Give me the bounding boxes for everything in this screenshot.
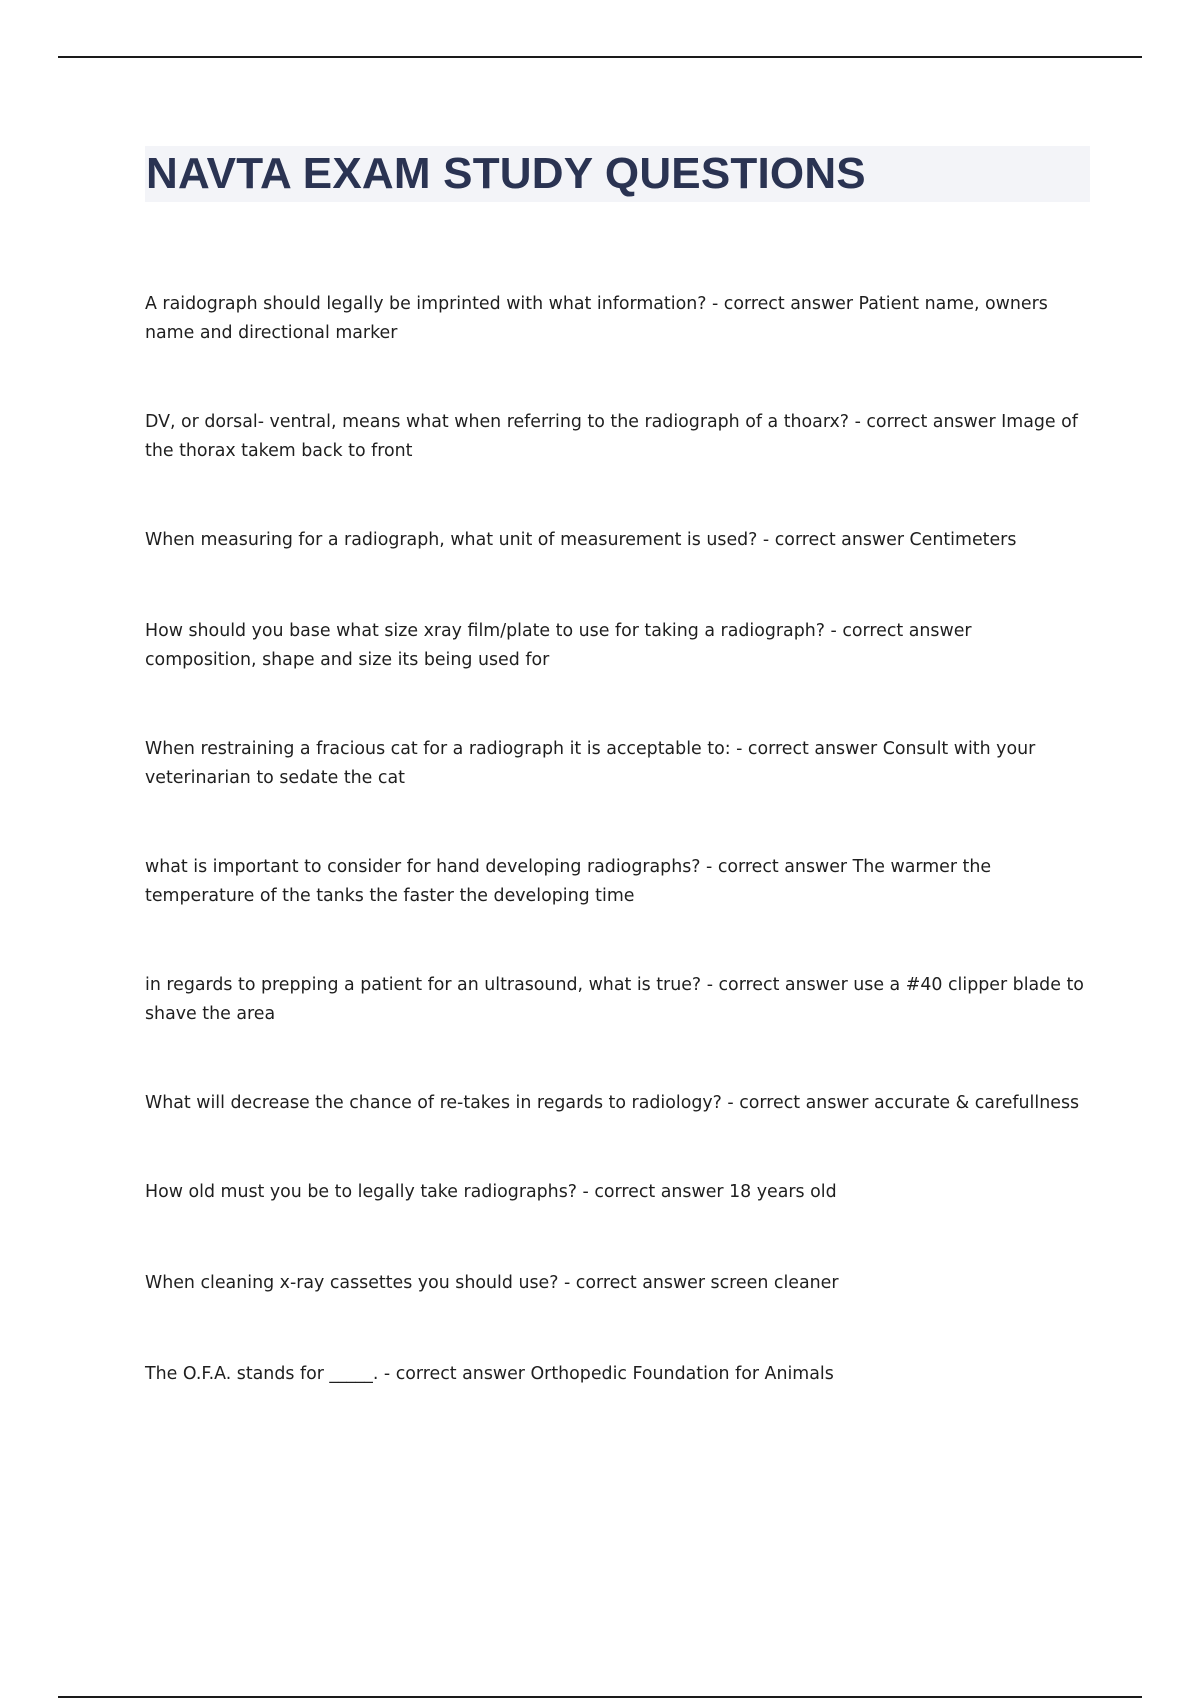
question-answer-item: DV, or dorsal- ventral, means what when referring to the radiograph of a thoarx? - correct answer Image of the thorax takem back to front xyxy=(145,412,1078,461)
question-answer-item: in regards to prepping a patient for an ultrasound, what is true? - correct answer use a #40 clipper blade to shave the area xyxy=(145,975,1084,1024)
question-answer-item: The O.F.A. stands for _____. - correct answer Orthopedic Foundation for Animals xyxy=(145,1364,834,1384)
question-answer-item: When measuring for a radiograph, what unit of measurement is used? - correct answer Centimeters xyxy=(145,530,1017,550)
question-answer-item: What will decrease the chance of re-takes in regards to radiology? - correct answer accurate & carefullness xyxy=(145,1093,1080,1113)
header-rule xyxy=(58,56,1142,58)
question-answer-item: How should you base what size xray film/plate to use for taking a radiograph? - correct answer composition, shape and size its being used for xyxy=(145,621,972,670)
question-answer-item: How old must you be to legally take radiographs? - correct answer 18 years old xyxy=(145,1182,837,1202)
question-list xyxy=(145,290,1085,1451)
document-title: NAVTA EXAM STUDY QUESTIONS xyxy=(146,149,866,198)
question-answer-item: what is important to consider for hand developing radiographs? - correct answer The warmer the temperature of the tanks the faster the developing time xyxy=(145,857,992,906)
question-answer-item: A raidograph should legally be imprinted with what information? - correct answer Patient name, owners name and directional marker xyxy=(145,294,1048,343)
footer-rule xyxy=(58,1696,1142,1698)
question-answer-item: When restraining a fracious cat for a radiograph it is acceptable to: - correct answer Consult with your veterinarian to sedate the cat xyxy=(145,739,1036,788)
question-answer-item: When cleaning x-ray cassettes you should use? - correct answer screen cleaner xyxy=(145,1273,839,1293)
